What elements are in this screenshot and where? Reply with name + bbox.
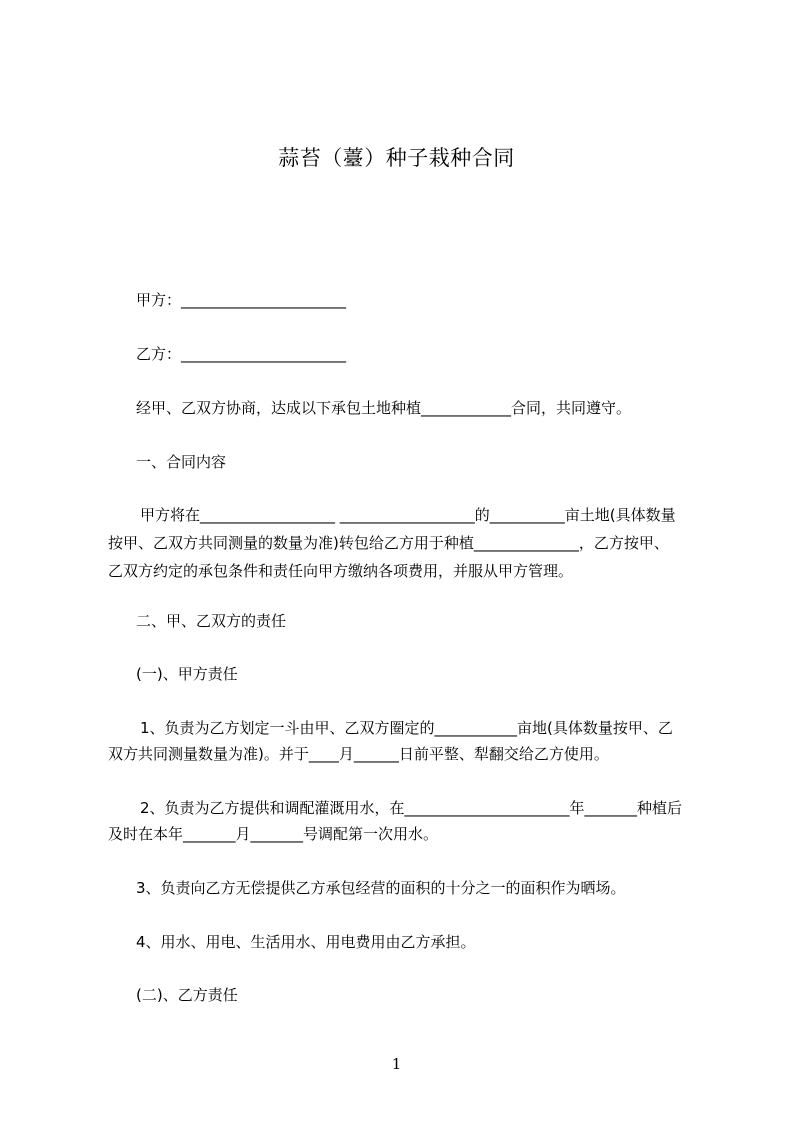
section-2-heading: 二、甲、乙双方的责任 bbox=[136, 612, 287, 630]
section-1-line-2: 按甲、乙双方共同测量的数量为准)转包给乙方用于种植______________，乙方按甲、 bbox=[108, 534, 669, 552]
section-1-line-1: 甲方将在__________________ __________________的__________亩土地(具体数量 bbox=[140, 506, 676, 524]
party-b-line: 乙方：______________________ bbox=[136, 345, 347, 363]
item-3: 3、负责向乙方无偿提供乙方承包经营的面积的十分之一的面积作为晒场。 bbox=[136, 879, 626, 897]
document-title: 蒜苔（薹）种子栽种合同 bbox=[278, 146, 515, 170]
item-4: 4、用水、用电、生活用水、用电费用由乙方承担。 bbox=[136, 933, 476, 951]
party-a-line: 甲方：______________________ bbox=[136, 291, 347, 309]
section-1-heading: 一、合同内容 bbox=[136, 453, 227, 471]
item-2-line-2: 及时在本年_______月_______号调配第一次用水。 bbox=[108, 825, 439, 843]
subsection-party-b-heading: (二)、乙方责任 bbox=[136, 986, 238, 1004]
subsection-party-a-heading: (一)、甲方责任 bbox=[136, 665, 238, 683]
item-1-line-1: 1、负责为乙方划定一斗由甲、乙双方圈定的___________亩地(具体数量按甲、乙 bbox=[140, 719, 673, 737]
item-2-line-1: 2、负责为乙方提供和调配灌溉用水，在______________________年_______种植后 bbox=[140, 799, 683, 817]
page-number: 1 bbox=[391, 1055, 402, 1073]
item-1-line-2: 双方共同测量数量为准)。并于____月______日前平整、犁翻交给乙方使用。 bbox=[108, 745, 609, 763]
intro-paragraph: 经甲、乙双方协商，达成以下承包土地种植____________合同，共同遵守。 bbox=[136, 399, 632, 417]
section-1-line-3: 乙双方约定的承包条件和责任向甲方缴纳各项费用，并服从甲方管理。 bbox=[108, 562, 574, 580]
